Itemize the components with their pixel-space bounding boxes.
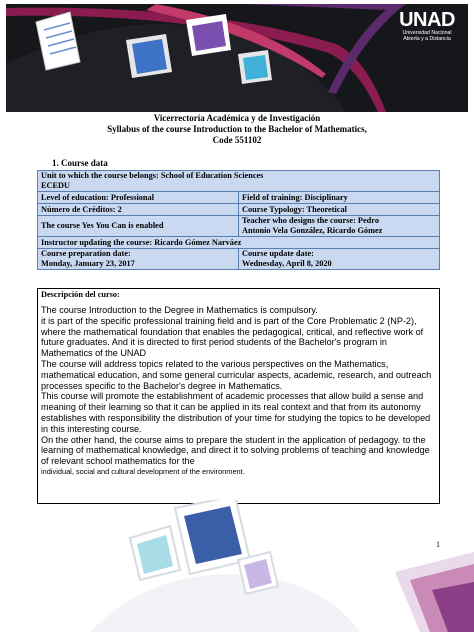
designer-line-2: Antonio Vela González, Ricardo Gómez <box>242 226 383 235</box>
description-paragraph: The course will address topics related to the various perspectives on the Mathematics, mathematical education, and some general curricular aspects, academic, research, and outreach processes specific to the Bachelor's degree in Mathematics. <box>41 358 432 391</box>
prep-date-cell <box>38 249 239 270</box>
prep-date-label: Course preparation date: <box>41 249 131 258</box>
instructor-cell: Instructor updating the course: Ricardo Gómez Narváez <box>38 237 440 249</box>
unad-logo <box>392 10 462 42</box>
level-cell: Level of education: Professional <box>38 192 239 204</box>
page-number: 1 <box>436 540 440 549</box>
header-line-3: Code 551102 <box>212 135 262 145</box>
description-paragraph: On the other hand, the course aims to prepare the student in the application of pedagogy. to the learning of mathematical knowledge, and direct it to solving problems of teaching and knowledge of relevant school mathematics for the <box>41 434 430 467</box>
description-paragraph: it is part of the specific professional training field and is part of the Core Problematic 2 (NP-2), where the mathematical foundation that enables the pedagogical, critical, and reflective work of future graduates. And it is directed to first period students of the Bachelor's program in Mathematics of the UNAD <box>41 315 424 359</box>
logo-mark: UNAD <box>399 9 455 31</box>
update-date-value: Wednesday, April 8, 2020 <box>242 259 332 268</box>
description-text <box>41 305 436 476</box>
header-line-1: Vicerrectoría Académica y de Investigación <box>153 113 321 123</box>
course-data-table <box>37 170 440 270</box>
description-paragraph: individual, social and cultural development of the environment. <box>41 466 245 476</box>
unit-cell <box>38 171 440 192</box>
prep-date-value: Monday, January 23, 2017 <box>41 259 135 268</box>
section-title: 1. Course data <box>52 158 108 168</box>
description-label: Descripción del curso: <box>41 290 120 299</box>
enabled-cell: The course Yes You Can is enabled <box>38 216 239 237</box>
description-paragraph: The course Introduction to the Degree in Mathematics is compulsory. <box>41 305 318 315</box>
logo-subtitle-2: Abierta y a Distancia <box>403 36 451 42</box>
footer-art <box>0 500 474 632</box>
field-cell: Field of training: Disciplinary <box>239 192 440 204</box>
header-line-2: Syllabus of the course Introduction to the Bachelor of Mathematics, <box>107 124 367 134</box>
unit-line-2: ECEDU <box>41 181 71 190</box>
course-description-box <box>37 288 440 504</box>
logo-subtitle-1: Universidad Nacional <box>402 30 452 36</box>
update-date-label: Course update date: <box>242 249 314 258</box>
typology-cell: Course Typology: Theoretical <box>239 204 440 216</box>
unit-line-1: Unit to which the course belongs: School of Education Sciences <box>41 171 264 180</box>
designer-line-1: Teacher who designs the course: Pedro <box>242 216 379 225</box>
description-paragraph: This course will promote the establishment of academic processes that allow build a sense and meaning of their learning so that it can be applied in its real context and that from its autonomy establishes with responsibility the distribution of your time for studying the topics to be developed in this interesting course. <box>41 391 431 434</box>
header-banner <box>6 4 468 112</box>
update-date-cell <box>239 249 440 270</box>
credits-cell: Número de Créditos: 2 <box>38 204 239 216</box>
designer-cell <box>239 216 440 237</box>
